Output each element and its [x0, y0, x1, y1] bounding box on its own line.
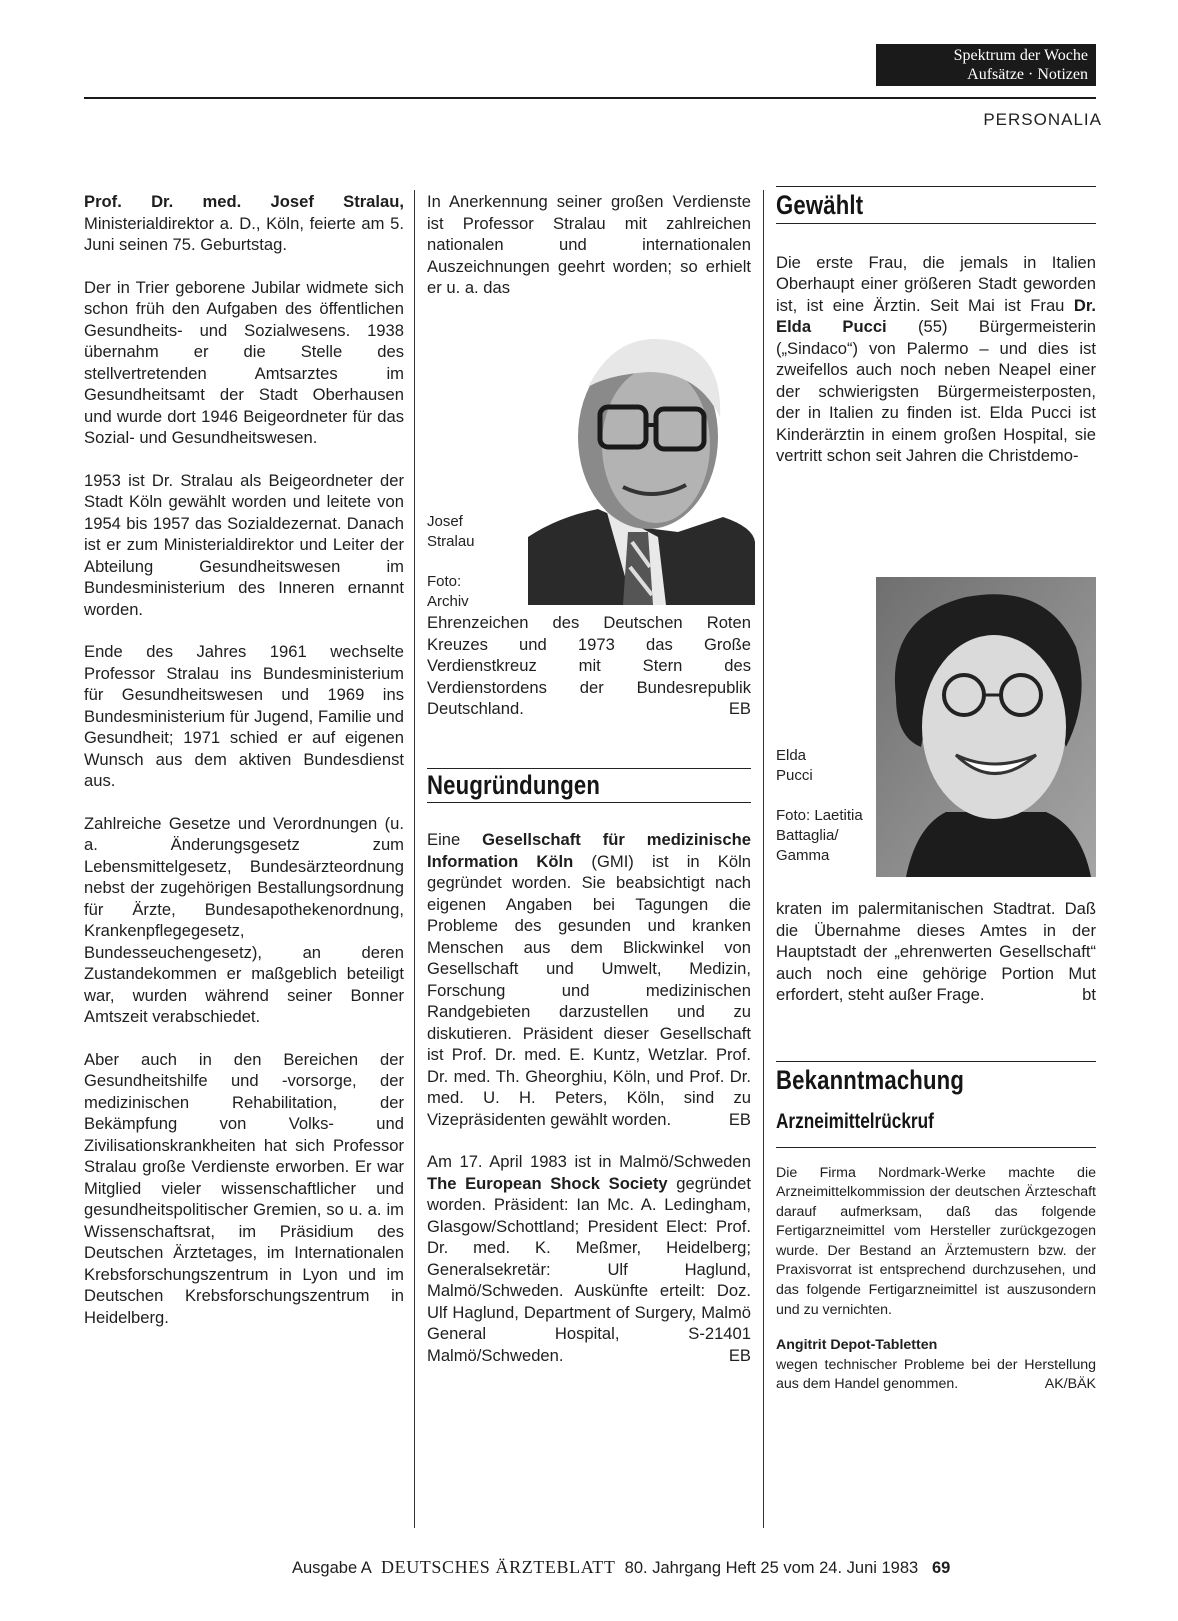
paragraph: Aber auch in den Bereichen der Gesundheitshilfe und -vorsorge, der medizinischen Rehabilitation, der Bekämpfung von Volks- und Zivilisationskrankheiten hat sich Professor Stralau große Verdienste erworben. Er war Mitglied vieler wissenschaftlicher und gesundheitspolitischer Gremien, so u. a. im Wissenschaftsrat, im Präsidium des Deutschen Ärztetages, im Internationalen Krebsforschungszentrum in Lyon und im Deutschen Krebsforschungszentrum in Heidelberg.	[84, 1049, 404, 1327]
notice-paragraph: Die Firma Nordmark-Werke machte die Arzneimittelkommission der deutschen Ärzteschaft darauf aufmerksam, daß das folgende Fertigarzneimittel vom Hersteller zurückgezogen wurde. Der Bestand an Ärztemustern bzw. der Praxisvorrat ist entsprechend durchzusehen, und das folgende Fertigarzneimittel ist auszusondern und zu vernichten.	[776, 1164, 1096, 1318]
person-name-stralau: Prof. Dr. med. Josef Stralau,	[84, 192, 404, 211]
notice-paragraph	[776, 1356, 1096, 1395]
column-divider-2	[763, 190, 764, 1528]
column-stralau	[84, 191, 404, 1328]
paragraph	[427, 612, 751, 720]
subheading-arzneimittelrueckruf: Arzneimittelrückruf	[776, 1110, 934, 1133]
caption-credit: Foto: Laetitia Battaglia/ Gamma	[776, 807, 863, 864]
author-signature: EB	[728, 1345, 751, 1365]
notice-body	[776, 1164, 1096, 1396]
paragraph-text: Die erste Frau, die jemals in Italien Oberhaupt einer größeren Stadt geworden ist, ist eine Ärztin. Seit Mai ist Frau	[776, 252, 1096, 315]
header-rule	[84, 97, 1096, 99]
footer-page-number: 69	[931, 1559, 951, 1577]
paragraph: Ende des Jahres 1961 wechselte Professor Stralau ins Bundesministerium für Gesundheitswesen und 1969 ins Bundesministerium für Jugend, Familie und Gesundheit; 1971 schied er auf eigenen Wunsch aus dem aktiven Bundesdienst aus.	[84, 642, 404, 790]
paragraph: Zahlreiche Gesetze und Verordnungen (u. a. Änderungsgesetz zum Lebensmittelgesetz, Bundesärzteordnung nebst der zugehörigen Bestallungsordnung für Ärzte, Bundesapothekenordnung, Krankenpflegegesetz, Bundesseuchengesetz), an deren Zustandekommen er maßgeblich beteiligt war, wurden während seiner Bonner Amtszeit verabschiedet.	[84, 813, 404, 1026]
organization-name: The European Shock Society	[427, 1173, 668, 1193]
paragraph-gmi	[427, 829, 751, 1130]
column-middle-continued	[427, 612, 751, 1366]
section-badge	[876, 44, 1096, 86]
column-divider-1	[414, 190, 415, 1528]
paragraph-intro	[84, 191, 404, 256]
heading-rule-top	[776, 1061, 1096, 1062]
caption-name: Elda Pucci	[776, 747, 813, 784]
paragraph: In Anerkennung seiner großen Verdienste ist Professor Stralau mit zahlreichen nationalen und internationalen Auszeichnungen geehrt worden; so erhielt er u. a. das	[427, 192, 751, 297]
photo-caption-pucci	[776, 746, 871, 866]
heading-rule-top	[776, 186, 1096, 187]
heading-gewaehlt: Gewählt	[776, 190, 864, 220]
drug-name: Angitrit Depot-Tabletten	[776, 1337, 938, 1354]
paragraph-shock-society	[427, 1151, 751, 1366]
photo-caption-stralau	[427, 512, 507, 612]
paragraph: 1953 ist Dr. Stralau als Beigeordneter der Stadt Köln gewählt worden und leitete von 1954 bis 1957 das Sozialdezernat. Danach ist er zum Ministerialdirektor und Leiter der Abteilung Gesundheitswesen im Bundesministerium des Inneren ernannt worden.	[84, 470, 404, 619]
portrait-photo-stralau	[528, 327, 755, 605]
column-right-continued	[776, 898, 1096, 1395]
organization-name: Gesellschaft für medizinische Information Köln	[427, 830, 751, 871]
portrait-photo-pucci	[876, 577, 1096, 877]
section-label: PERSONALIA	[983, 110, 1102, 129]
person-name-pucci: Dr. Elda Pucci	[776, 295, 1096, 336]
paragraph-text: Eine	[427, 830, 483, 849]
paragraph-text: Ehrenzeichen des Deutschen Roten Kreuzes und 1973 das Große Verdienstkreuz mit Stern des Verdienstordens der Bundesrepublik Deutschland.	[427, 613, 751, 718]
author-signature: AK/BÄK	[1044, 1376, 1096, 1393]
paragraph-intro-text: Ministerialdirektor a. D., Köln, feierte am 5. Juni seinen 75. Geburtstag.	[84, 213, 404, 254]
heading-rule-top	[427, 768, 751, 769]
footer-magazine-title: DEUTSCHES ÄRZTEBLATT	[381, 1557, 616, 1577]
badge-line-2: Aufsätze · Notizen	[967, 66, 1088, 83]
footer-issue: 80. Jahrgang Heft 25 vom 24. Juni 1983	[624, 1559, 919, 1577]
page-footer	[292, 1557, 950, 1578]
heading-neugruendungen: Neugründungen	[427, 769, 601, 800]
footer-edition: Ausgabe A	[292, 1559, 372, 1577]
subheading-rule	[776, 1147, 1096, 1148]
author-signature: EB	[728, 699, 751, 718]
column-right	[776, 186, 1096, 467]
notice-text: wegen technischer Probleme bei der Herstellung aus dem Handel genommen.	[776, 1356, 1096, 1393]
paragraph	[776, 898, 1096, 1006]
paragraph: Der in Trier geborene Jubilar widmete sich schon früh den Aufgaben des öffentlichen Gesundheits- und Sozialwesens. 1938 übernahm er die Stelle des stellvertretenden Amtsarztes im Gesundheitsamt der Stadt Oberhausen und wurde dort 1946 Beigeordneter für das Sozial- und Gesundheitswesen.	[84, 277, 404, 447]
caption-credit: Foto: Archiv	[427, 573, 469, 610]
heading-rule-bottom	[427, 802, 751, 803]
paragraph-text: kraten im palermitanischen Stadtrat. Daß die Übernahme dieses Amtes in der Hauptstadt der „ehrenwerten Gesellschaft“ auch noch eine gehörige Portion Mut erfordert, steht außer Frage.	[776, 899, 1096, 1004]
heading-bekanntmachung: Bekanntmachung	[776, 1064, 965, 1095]
heading-rule-bottom	[776, 223, 1096, 224]
paragraph-text: (GMI) ist in Köln gegründet worden. Sie beabsichtigt nach eigenen Angaben bei Tagungen die Probleme des gesunden und kranken Menschen aus dem Blickwinkel von Gesellschaft und Umwelt, Medizin, Forschung und medizinischen Randgebieten darzustellen und zu diskutieren. Präsident dieser Gesellschaft ist Prof. Dr. med. E. Kuntz, Wetzlar. Prof. Dr. med. Th. Gheorghiu, Köln, und Prof. Dr. med. U. H. Peters, Köln, sind zu Vizepräsidenten gewählt worden.	[427, 851, 751, 1129]
author-signature: EB	[728, 1109, 751, 1129]
author-signature: bt	[1082, 985, 1096, 1004]
paragraph-text: Am 17. April 1983 ist in Malmö/Schweden	[427, 1152, 751, 1171]
paragraph-pucci	[776, 252, 1096, 467]
paragraph-text: gegründet worden. Präsident: Ian Mc. A. Ledingham, Glasgow/Schottland; President Elect: Prof. Dr. med. K. Meßmer, Heidelberg; Generalsekretär: Ulf Haglund, Malmö/Schweden. Auskünfte erteilt: Doz. Ulf Haglund, Department of Surgery, Malmö General Hospital, S-21401 Malmö/Schweden.	[427, 1173, 751, 1365]
paragraph-text: (55) Bürgermeisterin („Sindaco“) von Palermo – und dies ist zweifellos auch noch neben Neapel einer der schwierigsten Bürgermeisterposten, der in Italien zu finden ist. Elda Pucci ist Kinderärztin in einem großen Hospital, sie vertritt schon seit Jahren die Christdemo-	[776, 317, 1096, 465]
column-middle	[427, 191, 751, 317]
caption-name: Josef Stralau	[427, 513, 475, 550]
badge-line-1: Spektrum der Woche	[953, 47, 1088, 64]
